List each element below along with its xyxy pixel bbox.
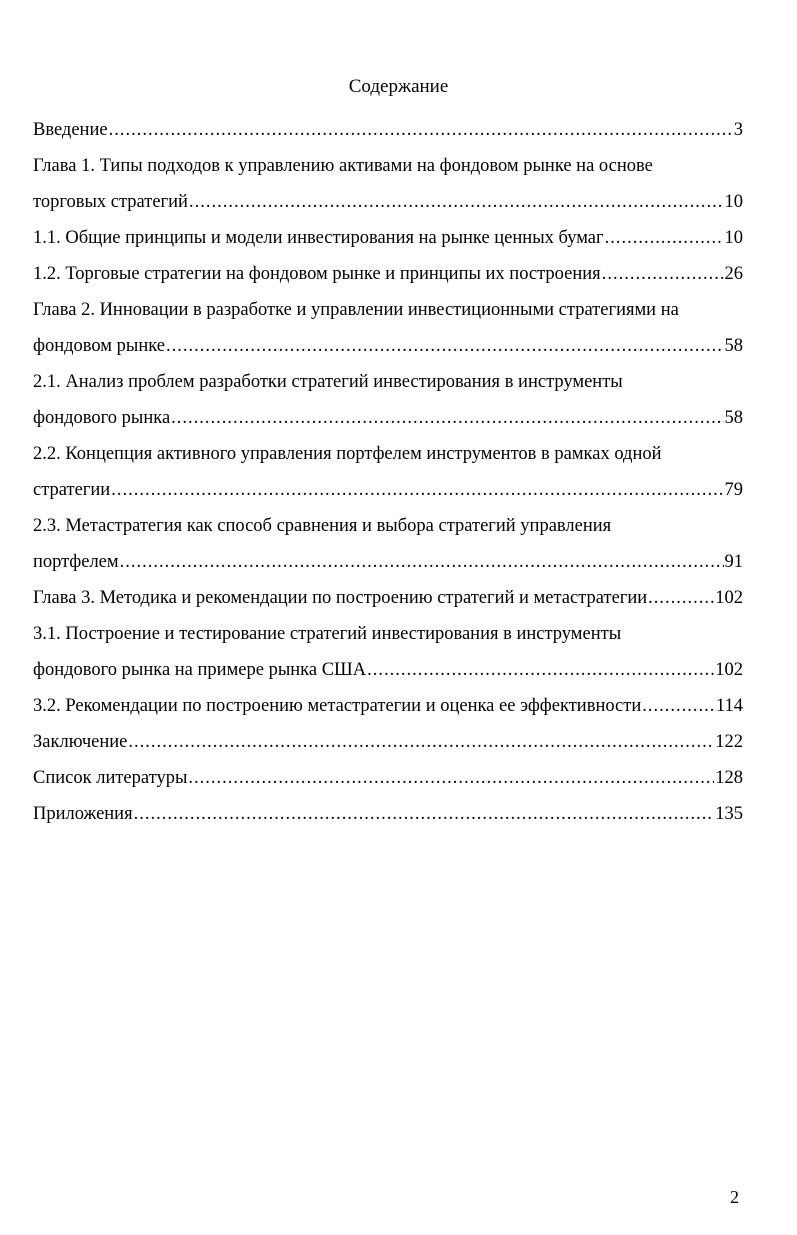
toc-entry-3-2[interactable] — [33, 688, 743, 724]
toc-entry-page: 91 — [724, 552, 743, 572]
toc-title: Содержание — [348, 76, 449, 97]
toc-entry-text: стратегии — [33, 480, 111, 500]
dot-leader — [642, 688, 715, 724]
dot-leader — [602, 256, 724, 292]
toc-entry-conclusion[interactable] — [33, 724, 743, 760]
toc-entry-text: Список литературы — [33, 768, 188, 788]
dot-leader — [134, 796, 715, 832]
dot-leader — [120, 544, 724, 580]
toc-entry-1-1[interactable] — [33, 220, 743, 256]
toc-entry-page: 102 — [715, 588, 743, 608]
toc-entry-page: 114 — [715, 696, 743, 716]
toc-entry-text-line1: 3.1. Построение и тестирование стратегий инвестирования в инструменты — [33, 624, 622, 644]
toc-entry-page: 3 — [733, 120, 743, 140]
toc-entry-text-line1: Глава 1. Типы подходов к управлению активами на фондовом рынке на основе — [33, 156, 653, 176]
toc-entry-2-1[interactable] — [33, 364, 743, 436]
toc-entry-page: 102 — [715, 660, 743, 680]
toc-entry-text: Введение — [33, 120, 108, 140]
dot-leader — [109, 112, 733, 148]
toc-entry-page: 128 — [715, 768, 743, 788]
toc-entry-1-2[interactable] — [33, 256, 743, 292]
toc-entry-chapter-1[interactable] — [33, 148, 743, 220]
dot-leader — [171, 400, 723, 436]
toc-entry-page: 10 — [724, 228, 743, 248]
toc-entry-text: фондового рынка на примере рынка США — [33, 660, 367, 680]
table-of-contents — [33, 112, 743, 832]
toc-entry-chapter-3[interactable] — [33, 580, 743, 616]
toc-entry-chapter-2[interactable] — [33, 292, 743, 364]
toc-entry-page: 58 — [724, 336, 743, 356]
toc-entry-2-3[interactable] — [33, 508, 743, 580]
toc-entry-text: Приложения — [33, 804, 133, 824]
toc-entry-text: торговых стратегий — [33, 192, 188, 212]
toc-entry-page: 79 — [724, 480, 743, 500]
page-number: 2 — [730, 1187, 739, 1207]
dot-leader — [648, 580, 714, 616]
toc-entry-text: Глава 3. Методика и рекомендации по построению стратегий и метастратегии — [33, 588, 648, 608]
toc-entry-references[interactable] — [33, 760, 743, 796]
dot-leader — [166, 328, 724, 364]
dot-leader — [367, 652, 714, 688]
toc-entry-text: 1.2. Торговые стратегии на фондовом рынке и принципы их построения — [33, 264, 601, 284]
toc-entry-text: Заключение — [33, 732, 128, 752]
toc-entry-page: 26 — [724, 264, 743, 284]
toc-entry-text: портфелем — [33, 552, 119, 572]
dot-leader — [128, 724, 714, 760]
toc-entry-text: фондовом рынке — [33, 336, 165, 356]
dot-leader — [111, 472, 723, 508]
toc-entry-text: фондового рынка — [33, 408, 171, 428]
toc-entry-page: 58 — [724, 408, 743, 428]
toc-entry-text-line1: Глава 2. Инновации в разработке и управлении инвестиционными стратегиями на — [33, 300, 679, 320]
toc-entry-page: 10 — [724, 192, 743, 212]
dot-leader — [189, 184, 724, 220]
toc-entry-text-line1: 2.2. Концепция активного управления портфелем инструментов в рамках одной — [33, 444, 662, 464]
dot-leader — [605, 220, 724, 256]
toc-entry-intro[interactable] — [33, 112, 743, 148]
toc-entry-page: 135 — [715, 804, 743, 824]
toc-entry-text: 3.2. Рекомендации по построению метастратегии и оценка ее эффективности — [33, 696, 642, 716]
toc-entry-text-line1: 2.3. Метастратегия как способ сравнения и выбора стратегий управления — [33, 516, 612, 536]
toc-entry-text-line1: 2.1. Анализ проблем разработки стратегий инвестирования в инструменты — [33, 372, 623, 392]
dot-leader — [188, 760, 714, 796]
toc-entry-2-2[interactable] — [33, 436, 743, 508]
toc-entry-appendices[interactable] — [33, 796, 743, 832]
toc-entry-text: 1.1. Общие принципы и модели инвестирования на рынке ценных бумаг — [33, 228, 604, 248]
toc-entry-page: 122 — [715, 732, 743, 752]
toc-entry-3-1[interactable] — [33, 616, 743, 688]
